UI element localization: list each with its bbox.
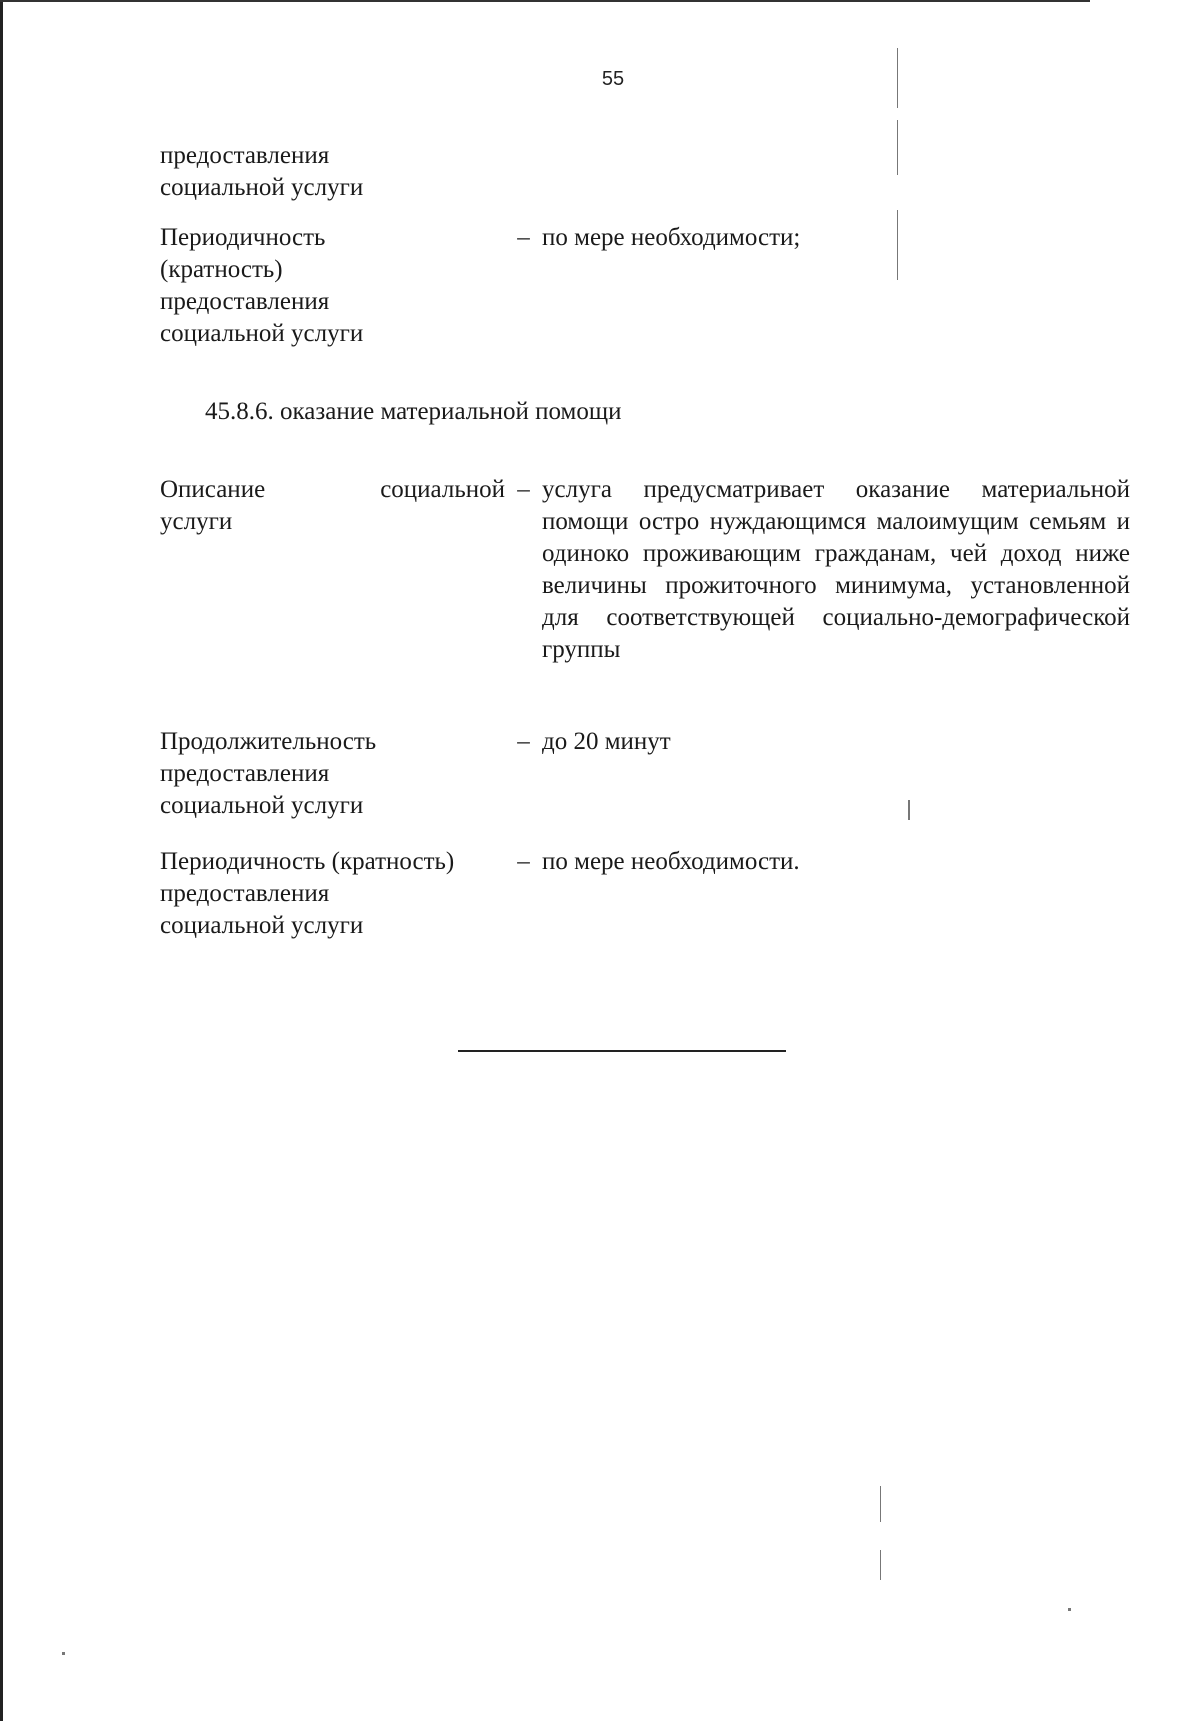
label-line <box>160 474 505 506</box>
periodicity-value: по мере необходимости. <box>542 848 800 875</box>
scan-artifact <box>897 48 898 108</box>
page-number: 55 <box>601 68 625 90</box>
duration-row <box>160 726 1130 822</box>
scan-artifact <box>897 120 898 175</box>
label-line: предоставления <box>160 880 330 907</box>
label-line: социальной услуги <box>160 320 364 347</box>
section-heading: 45.8.6. оказание материальной помощи <box>205 398 622 425</box>
label-line: предоставления <box>160 288 330 315</box>
label-line: социальной услуги <box>160 912 364 939</box>
dash: – <box>517 224 530 251</box>
periodicity-value: по мере необходимости; <box>542 224 801 251</box>
prev-periodicity-row <box>160 222 1130 350</box>
scan-edge-shadow <box>0 0 3 1721</box>
label-line: Периодичность (кратность) <box>160 848 455 875</box>
label-line: Периодичность <box>160 224 326 251</box>
scan-artifact <box>897 210 898 280</box>
continued-label-block <box>160 140 1130 204</box>
end-rule <box>458 1050 786 1052</box>
duration-label <box>160 726 505 822</box>
label-line: предоставления <box>160 760 330 787</box>
duration-value: до 20 минут <box>542 728 671 755</box>
dash: – <box>517 728 530 755</box>
scan-artifact <box>908 800 910 820</box>
label-line: предоставления <box>160 142 330 169</box>
scan-artifact <box>1068 1608 1071 1611</box>
scan-artifact <box>880 1550 881 1580</box>
label-line: Продолжительность <box>160 728 377 755</box>
label-line: (кратность) <box>160 256 283 283</box>
label-word: социальной <box>380 476 505 503</box>
description-label <box>160 474 505 666</box>
dash: – <box>517 848 530 875</box>
label-line: социальной услуги <box>160 174 364 201</box>
description-row <box>160 474 1130 666</box>
periodicity-row <box>160 846 1130 942</box>
periodicity-label <box>160 222 505 350</box>
label-word: Описание <box>160 476 266 503</box>
periodicity-label <box>160 846 505 942</box>
dash: – <box>517 476 530 503</box>
scan-artifact <box>880 1486 881 1522</box>
scan-top-edge <box>0 0 1090 2</box>
description-value: услуга предусматривает оказание материальной помощи остро нуждающимся малоимущим семьям и одиноко проживающим гражданам, чей доход ниже величины прожиточного минимума, установленной для соответствующей социально-демографической группы <box>542 476 1130 663</box>
label-line: социальной услуги <box>160 792 364 819</box>
label-line: услуги <box>160 508 233 535</box>
scan-artifact <box>62 1652 65 1655</box>
